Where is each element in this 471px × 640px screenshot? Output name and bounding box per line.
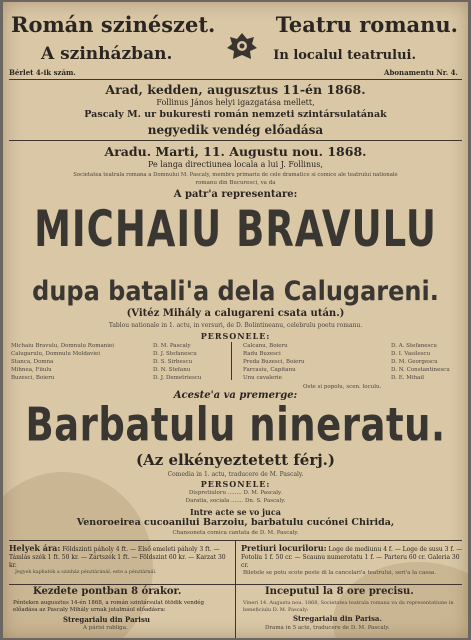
cast-note: Oste si popolu, scen. loculu. <box>303 384 382 390</box>
prices-romanian-note: Biletele se potu scote peste di la cancelari'a teatrului, seri'a la cassa. <box>243 570 436 576</box>
play2-lead-in: Aceste'a va premerge: <box>173 390 298 401</box>
play2-description: Comedia in 1. actu, traducere de M. Pascaly. <box>167 471 304 478</box>
start-hungarian-heading: Kezdete pontban 8 órakor. <box>33 586 182 597</box>
cast-actor: D. S. Sirbescu <box>153 359 193 365</box>
hungarian-company-line: Pascaly M. ur bukuresti román nemzeti szintársulatának <box>84 109 387 120</box>
cast-role: Calugarulu, Domnulu Moldaviei <box>11 351 101 357</box>
romanian-director-line: Pe langa directiunea locala a lui J. Follinus, <box>148 160 323 169</box>
cast-column-roles-left <box>11 342 114 382</box>
cast-actor: D. M. Georgescu <box>391 359 438 365</box>
cast-role: Radu Buzesci <box>243 351 281 357</box>
cast-role: Farcasiu, Capitanu <box>243 367 296 373</box>
prices-hungarian-heading: Helyek ára: <box>9 543 61 553</box>
romanian-company-line: Societatea teatrala romana a Domnului M. Pascaly, membru primariu de cele dramatice si comice ale teatrului nationale <box>73 172 398 178</box>
romanian-city-line: romanu din Bucuresci, va da <box>195 180 276 186</box>
intermission-credit: Chansoneta comica cantata de D. M. Pascaly. <box>172 530 299 536</box>
coat-of-arms-icon <box>225 30 259 64</box>
cast-actor: D. N. Constantinescu <box>391 367 450 373</box>
cast-actor: D. N. Stefanu <box>153 367 191 373</box>
divider <box>9 140 462 141</box>
cast-actor: D. I. Vasilescu <box>391 351 431 357</box>
play1-subtitle: dupa batali'a dela Calugareni. <box>32 276 439 307</box>
column-divider <box>235 541 236 638</box>
play2-hungarian-title: (Az elkényeztetett férj.) <box>135 451 335 469</box>
cast-role: Michaiu Bravulu, Domnulu Romaniei <box>11 343 115 349</box>
performance-number-line: A patr'a representare: <box>173 189 298 200</box>
play2-title: Barbatulu nineratu. <box>25 398 446 452</box>
play2-cast-line: Dispretiuloru ........ D. M. Pascaly. <box>188 490 283 496</box>
start-romanian-play: Stregarialu din Parisa. <box>293 614 382 623</box>
header-right-note: Abonamentu Nr. 4. <box>384 68 458 77</box>
prices-romanian <box>241 544 463 570</box>
cast-divider <box>231 342 232 380</box>
romanian-date-line: Aradu. Marti, 11. Augustu nou. 1868. <box>104 144 367 159</box>
cast-column-actors-left <box>153 342 201 382</box>
play1-hungarian-title: (Vitéz Mihály a calugareni csata után.) <box>126 308 345 319</box>
header-right-subtitle: In localul teatrului. <box>273 48 416 63</box>
header-right-title: Teatru romanu. <box>275 12 458 37</box>
divider <box>9 79 462 80</box>
divider <box>9 584 462 585</box>
header-left-title: Román szinészet. <box>11 12 216 37</box>
play1-title: MICHAIU BRAVULU <box>34 200 437 259</box>
hungarian-performance-line: negyedik vendég előadása <box>147 123 324 137</box>
header-left-note: Bérlet 4-ik szám. <box>9 68 76 77</box>
intermission-song: Venoroeirea cucoanilui Barzoiu, barbatulu cucónei Chirida, <box>76 517 395 528</box>
start-hungarian-credits: A párisi rabliga. <box>83 625 128 631</box>
cast-actor: D. M. Pascaly <box>153 343 191 349</box>
cast-role: Unu cavalerie <box>243 375 282 381</box>
start-romanian-text: Vineri 14. Augustu nou. 1868, Societatea teatrala romana va da representatiune in beneficiulu D. M. Pascaly: <box>243 600 454 613</box>
start-hungarian-play: Stregarialu din Parisu <box>63 615 150 624</box>
play1-persons-heading: PERSONELE: <box>200 331 271 341</box>
hungarian-date-line: Arad, kedden, augusztus 11-én 1868. <box>105 82 366 97</box>
start-romanian-heading: Inceputul la 8 ore precisu. <box>265 586 414 597</box>
cast-actor: D. E. Mihail <box>391 375 424 381</box>
cast-role: Mihnea, Fiiulu <box>11 367 52 373</box>
hungarian-director-line: Follinus János helyi igazgatása mellett, <box>156 98 315 107</box>
start-romanian-credits: Drama in 5 acte, traducere de D. M. Pascaly. <box>265 625 390 631</box>
play2-cast-line: Daratia, sociala ....... Dn. S. Pascaly. <box>185 498 286 504</box>
cast-role: Buzesci, Boieru <box>11 375 55 381</box>
cast-role: Calcanu, Boieru <box>243 343 288 349</box>
cast-column-roles-right <box>243 342 305 382</box>
intermission-heading: Intre acte se vo juca <box>190 507 281 517</box>
cast-actor: D. J. Stefanescu <box>153 351 197 357</box>
playbill-poster <box>3 2 468 638</box>
prices-hungarian-text: Földszinti páholy 4 ft. — Első emeleti páholy 3 ft. — Támlás szék 1 ft. 50 kr. — Zártszék 1 ft. — Földszint 60 kr. — Karzat 30 kr. <box>9 546 226 569</box>
cast-actor: D. J. Demetriescu <box>153 375 202 381</box>
prices-romanian-text: Loge de mediunu 4 f. — Loge de susu 3 f. — Fotoliu 1 f. 50 cr. — Scaunu numerotatu 1 f. — Parteru 60 cr. Galeria 30 cr. <box>241 546 463 569</box>
play2-persons-heading: PERSONELE: <box>200 479 271 489</box>
cast-role: Stanca, Domna <box>11 359 54 365</box>
play1-description: Tablou nationale in 1. actu, in versuri, de D. Bolintineanu, celebrulu poetu romanu. <box>108 322 363 329</box>
prices-hungarian-note: Jegyek kaphatók a szinház pénztáránál, este a pénztárnál. <box>15 570 157 575</box>
start-hungarian-text: Pénteken augusztus 14-én 1868, a román szintársulat ötödik vendég előadása az Pascaly Mihály urnak jutalmául előadásra: <box>13 600 205 613</box>
prices-romanian-heading: Pretiuri locuriloru: <box>241 543 327 553</box>
cast-column-actors-right <box>391 342 450 382</box>
header-left-subtitle: A szinházban. <box>41 44 173 64</box>
cast-actor: D. A. Stefanescu <box>391 343 437 349</box>
prices-hungarian <box>9 544 231 570</box>
cast-role: Preda Buzesci, Boieru <box>243 359 305 365</box>
